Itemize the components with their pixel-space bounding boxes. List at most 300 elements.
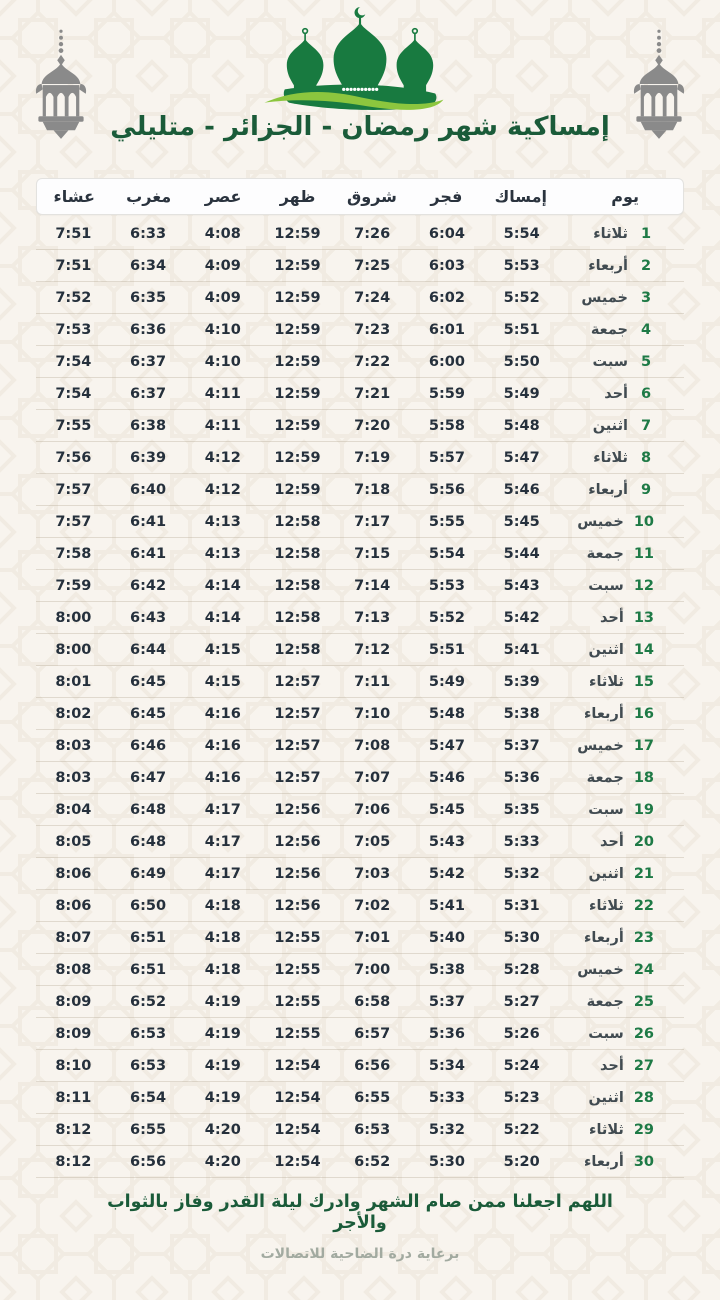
time-cell: 4:13 [204,545,241,562]
day-cell [559,674,684,690]
time-cell: 5:42 [428,865,465,882]
time-cell: 12:54 [274,1121,321,1138]
time-cell: 5:43 [428,833,465,850]
time-cell: 4:18 [204,897,241,914]
day-cell [559,1122,684,1138]
time-cell: 6:40 [130,481,167,498]
time-cell: 8:00 [55,641,92,658]
time-cell: 5:45 [428,801,465,818]
time-cell: 6:47 [130,769,167,786]
day-cell [559,386,684,402]
time-cell: 7:19 [354,449,391,466]
time-cell: 8:07 [55,929,92,946]
time-cell: 7:51 [55,225,92,242]
day-number: 13 [633,609,654,626]
time-cell: 5:30 [503,929,540,946]
time-cell: 4:12 [204,449,241,466]
time-cell: 8:12 [55,1153,92,1170]
time-cell: 5:38 [503,705,540,722]
time-cell: 6:37 [130,385,167,402]
time-cell: 7:08 [354,737,391,754]
day-number: 5 [640,353,652,370]
time-cell: 7:17 [354,513,391,530]
day-name: خميس [577,737,624,754]
time-cell: 7:18 [354,481,391,498]
day-cell [559,898,684,914]
time-cell: 5:49 [503,385,540,402]
time-cell: 5:43 [503,577,540,594]
time-cell: 4:13 [204,513,241,530]
time-cell: 4:18 [204,961,241,978]
time-cell: 6:03 [428,257,465,274]
time-cell: 5:46 [503,481,540,498]
table-row [36,922,684,954]
time-cell: 7:06 [354,801,391,818]
mosque-icon [258,2,462,124]
table-row [36,986,684,1018]
day-cell [559,962,684,978]
time-cell: 6:36 [130,321,167,338]
day-number: 18 [633,769,654,786]
time-cell: 5:28 [503,961,540,978]
day-name: سبت [588,1025,624,1042]
time-cell: 12:58 [274,641,321,658]
table-row [36,250,684,282]
table-row [36,794,684,826]
time-cell: 7:26 [354,225,391,242]
day-name: أربعاء [584,1153,624,1170]
time-cell: 5:45 [503,513,540,530]
time-cell: 12:56 [274,801,321,818]
table-row [36,954,684,986]
table-row [36,474,684,506]
time-cell: 6:41 [130,513,167,530]
day-cell [559,482,684,498]
time-cell: 4:19 [204,1025,241,1042]
time-cell: 6:44 [130,641,167,658]
day-number: 3 [640,289,652,306]
time-cell: 12:59 [274,225,321,242]
day-name: خميس [581,289,628,306]
time-cell: 5:37 [503,737,540,754]
time-cell: 8:12 [55,1121,92,1138]
day-number: 30 [633,1153,654,1170]
time-cell: 6:48 [130,801,167,818]
time-cell: 6:55 [130,1121,167,1138]
time-cell: 8:04 [55,801,92,818]
day-name: سبت [588,577,624,594]
time-cell: 6:53 [354,1121,391,1138]
time-cell: 5:51 [428,641,465,658]
time-cell: 8:00 [55,609,92,626]
day-name: جمعة [590,321,628,338]
time-cell: 5:42 [503,609,540,626]
day-name: اثنين [588,641,624,658]
day-cell [559,258,684,274]
day-number: 22 [633,897,654,914]
time-cell: 8:02 [55,705,92,722]
day-name: أربعاء [584,705,624,722]
table-row [36,634,684,666]
time-cell: 6:01 [428,321,465,338]
time-cell: 6:52 [354,1153,391,1170]
time-cell: 5:53 [503,257,540,274]
time-cell: 12:57 [274,705,321,722]
day-cell [559,1090,684,1106]
time-cell: 5:33 [503,833,540,850]
time-cell: 7:20 [354,417,391,434]
day-cell [559,610,684,626]
table-row [36,602,684,634]
page-title: إمساكية شهر رمضان - الجزائر - متليلي [110,112,610,142]
time-cell: 4:09 [204,257,241,274]
table-row [36,666,684,698]
day-number: 15 [633,673,654,690]
time-cell: 7:55 [55,417,92,434]
day-cell [559,290,684,306]
time-cell: 7:54 [55,385,92,402]
time-cell: 8:09 [55,993,92,1010]
day-number: 10 [633,513,654,530]
day-number: 14 [633,641,654,658]
day-number: 7 [640,417,652,434]
day-name: أحد [600,609,624,626]
time-cell: 4:14 [204,609,241,626]
time-cell: 6:56 [130,1153,167,1170]
time-cell: 5:33 [428,1089,465,1106]
time-cell: 12:55 [274,993,321,1010]
time-cell: 5:32 [503,865,540,882]
time-cell: 12:59 [274,321,321,338]
time-cell: 7:25 [354,257,391,274]
time-cell: 5:23 [503,1089,540,1106]
table-row [36,442,684,474]
day-name: أربعاء [588,257,628,274]
day-name: خميس [577,513,624,530]
day-number: 16 [633,705,654,722]
time-cell: 6:45 [130,673,167,690]
day-cell [559,802,684,818]
day-cell [559,994,684,1010]
day-cell [559,354,684,370]
time-cell: 4:20 [204,1121,241,1138]
time-cell: 8:01 [55,673,92,690]
day-cell [559,866,684,882]
table-row [36,1114,684,1146]
time-cell: 6:42 [130,577,167,594]
time-cell: 5:27 [503,993,540,1010]
time-cell: 7:10 [354,705,391,722]
time-cell: 5:54 [428,545,465,562]
time-cell: 12:55 [274,1025,321,1042]
time-cell: 5:32 [428,1121,465,1138]
time-cell: 4:08 [204,225,241,242]
time-cell: 7:23 [354,321,391,338]
time-cell: 12:59 [274,289,321,306]
header [0,0,720,178]
time-cell: 4:17 [204,801,241,818]
day-cell [559,738,684,754]
table-row [36,730,684,762]
time-cell: 6:02 [428,289,465,306]
time-cell: 4:17 [204,865,241,882]
day-number: 21 [633,865,654,882]
day-name: ثلاثاء [593,225,628,242]
time-cell: 12:56 [274,865,321,882]
time-cell: 8:06 [55,897,92,914]
time-cell: 7:01 [354,929,391,946]
column-header: فجر [430,187,463,206]
time-cell: 6:00 [428,353,465,370]
day-cell [559,1154,684,1170]
column-header: إمساك [494,187,547,206]
day-number: 20 [633,833,654,850]
time-cell: 6:56 [354,1057,391,1074]
time-cell: 4:12 [204,481,241,498]
table-row [36,1082,684,1114]
time-cell: 5:35 [503,801,540,818]
day-name: سبت [588,801,624,818]
time-cell: 6:51 [130,961,167,978]
time-cell: 5:46 [428,769,465,786]
day-number: 19 [633,801,654,818]
day-number: 25 [633,993,654,1010]
time-cell: 5:55 [428,513,465,530]
table-row [36,346,684,378]
column-header: عشاء [53,187,95,206]
table-row [36,282,684,314]
column-header: شروق [346,187,397,206]
time-cell: 12:59 [274,353,321,370]
time-cell: 6:35 [130,289,167,306]
day-number: 12 [633,577,654,594]
time-cell: 6:37 [130,353,167,370]
time-cell: 5:38 [428,961,465,978]
time-cell: 12:59 [274,257,321,274]
time-cell: 6:53 [130,1057,167,1074]
time-cell: 8:03 [55,769,92,786]
time-cell: 12:54 [274,1057,321,1074]
time-cell: 4:16 [204,705,241,722]
time-cell: 5:50 [503,353,540,370]
time-cell: 6:54 [130,1089,167,1106]
time-cell: 4:11 [204,385,241,402]
table-header-row [36,178,684,215]
time-cell: 7:07 [354,769,391,786]
time-cell: 7:52 [55,289,92,306]
time-cell: 5:37 [428,993,465,1010]
day-name: ثلاثاء [589,1121,624,1138]
time-cell: 7:12 [354,641,391,658]
time-cell: 4:19 [204,1057,241,1074]
time-cell: 12:57 [274,673,321,690]
day-name: خميس [577,961,624,978]
time-cell: 6:53 [130,1025,167,1042]
day-number: 4 [640,321,652,338]
time-cell: 4:11 [204,417,241,434]
time-cell: 12:57 [274,737,321,754]
day-number: 9 [640,481,652,498]
time-cell: 8:03 [55,737,92,754]
time-cell: 7:54 [55,353,92,370]
time-cell: 6:57 [354,1025,391,1042]
time-cell: 12:58 [274,545,321,562]
time-cell: 7:24 [354,289,391,306]
time-cell: 12:58 [274,577,321,594]
day-number: 8 [640,449,652,466]
time-cell: 12:54 [274,1153,321,1170]
time-cell: 7:00 [354,961,391,978]
time-cell: 12:59 [274,481,321,498]
footer-sponsor-text: برعاية درة الضاحية للاتصالات [260,1246,460,1262]
time-cell: 4:19 [204,993,241,1010]
time-cell: 6:51 [130,929,167,946]
time-cell: 4:19 [204,1089,241,1106]
time-cell: 8:05 [55,833,92,850]
table-row [36,858,684,890]
day-cell [559,770,684,786]
table-row [36,314,684,346]
time-cell: 5:31 [503,897,540,914]
column-header: يوم [611,187,639,206]
time-cell: 12:56 [274,897,321,914]
time-cell: 6:52 [130,993,167,1010]
time-cell: 6:38 [130,417,167,434]
time-cell: 5:52 [428,609,465,626]
time-cell: 5:47 [428,737,465,754]
time-cell: 8:08 [55,961,92,978]
time-cell: 6:04 [428,225,465,242]
time-cell: 7:14 [354,577,391,594]
time-cell: 4:18 [204,929,241,946]
time-cell: 4:10 [204,321,241,338]
time-cell: 5:52 [503,289,540,306]
time-cell: 12:59 [274,417,321,434]
day-cell [559,418,684,434]
time-cell: 6:50 [130,897,167,914]
day-number: 29 [633,1121,654,1138]
time-cell: 12:58 [274,513,321,530]
footer [0,1192,720,1262]
table-row [36,1018,684,1050]
time-cell: 7:51 [55,257,92,274]
day-cell [559,706,684,722]
day-number: 27 [633,1057,654,1074]
time-cell: 6:34 [130,257,167,274]
time-cell: 5:49 [428,673,465,690]
time-cell: 7:56 [55,449,92,466]
time-cell: 5:44 [503,545,540,562]
day-cell [559,514,684,530]
time-cell: 8:10 [55,1057,92,1074]
day-name: أحد [604,385,628,402]
table-row [36,826,684,858]
time-cell: 5:34 [428,1057,465,1074]
time-cell: 7:57 [55,513,92,530]
table-row [36,506,684,538]
day-name: سبت [592,353,628,370]
day-name: جمعة [586,993,624,1010]
time-cell: 7:03 [354,865,391,882]
day-number: 1 [640,225,652,242]
time-cell: 5:36 [428,1025,465,1042]
day-cell [559,322,684,338]
day-name: أربعاء [588,481,628,498]
time-cell: 7:59 [55,577,92,594]
day-number: 28 [633,1089,654,1106]
time-cell: 5:47 [503,449,540,466]
time-cell: 7:13 [354,609,391,626]
time-cell: 5:58 [428,417,465,434]
time-cell: 7:21 [354,385,391,402]
table-row [36,698,684,730]
day-name: أحد [600,833,624,850]
time-cell: 8:09 [55,1025,92,1042]
time-cell: 6:46 [130,737,167,754]
day-cell [559,930,684,946]
time-cell: 7:57 [55,481,92,498]
time-cell: 7:15 [354,545,391,562]
time-cell: 6:55 [354,1089,391,1106]
time-cell: 5:41 [428,897,465,914]
time-cell: 5:30 [428,1153,465,1170]
time-cell: 5:48 [503,417,540,434]
time-cell: 5:54 [503,225,540,242]
time-cell: 7:11 [354,673,391,690]
time-cell: 4:09 [204,289,241,306]
day-name: ثلاثاء [589,897,624,914]
time-cell: 12:59 [274,449,321,466]
time-cell: 5:51 [503,321,540,338]
time-cell: 8:11 [55,1089,92,1106]
time-cell: 5:36 [503,769,540,786]
day-cell [559,578,684,594]
time-cell: 4:15 [204,673,241,690]
column-header: عصر [204,187,242,206]
table-row [36,538,684,570]
time-cell: 6:41 [130,545,167,562]
time-cell: 12:59 [274,385,321,402]
day-number: 6 [640,385,652,402]
day-number: 23 [633,929,654,946]
time-cell: 5:53 [428,577,465,594]
table-row [36,570,684,602]
time-cell: 4:10 [204,353,241,370]
time-cell: 4:14 [204,577,241,594]
day-number: 24 [633,961,654,978]
time-cell: 5:40 [428,929,465,946]
day-name: ثلاثاء [589,673,624,690]
time-cell: 6:45 [130,705,167,722]
day-number: 17 [633,737,654,754]
time-cell: 5:56 [428,481,465,498]
time-cell: 7:22 [354,353,391,370]
prayer-times-table [36,178,684,1178]
time-cell: 5:59 [428,385,465,402]
time-cell: 7:05 [354,833,391,850]
day-number: 11 [633,545,654,562]
day-name: أحد [600,1057,624,1074]
table-row [36,762,684,794]
footer-prayer-text: اللهم اجعلنا ممن صام الشهر وادرك ليلة القدر وفاز بالثواب والأجر [107,1192,613,1233]
table-row [36,410,684,442]
time-cell: 7:53 [55,321,92,338]
column-header: ظهر [279,187,316,206]
time-cell: 5:41 [503,641,540,658]
day-name: جمعة [586,545,624,562]
time-cell: 6:33 [130,225,167,242]
time-cell: 4:15 [204,641,241,658]
